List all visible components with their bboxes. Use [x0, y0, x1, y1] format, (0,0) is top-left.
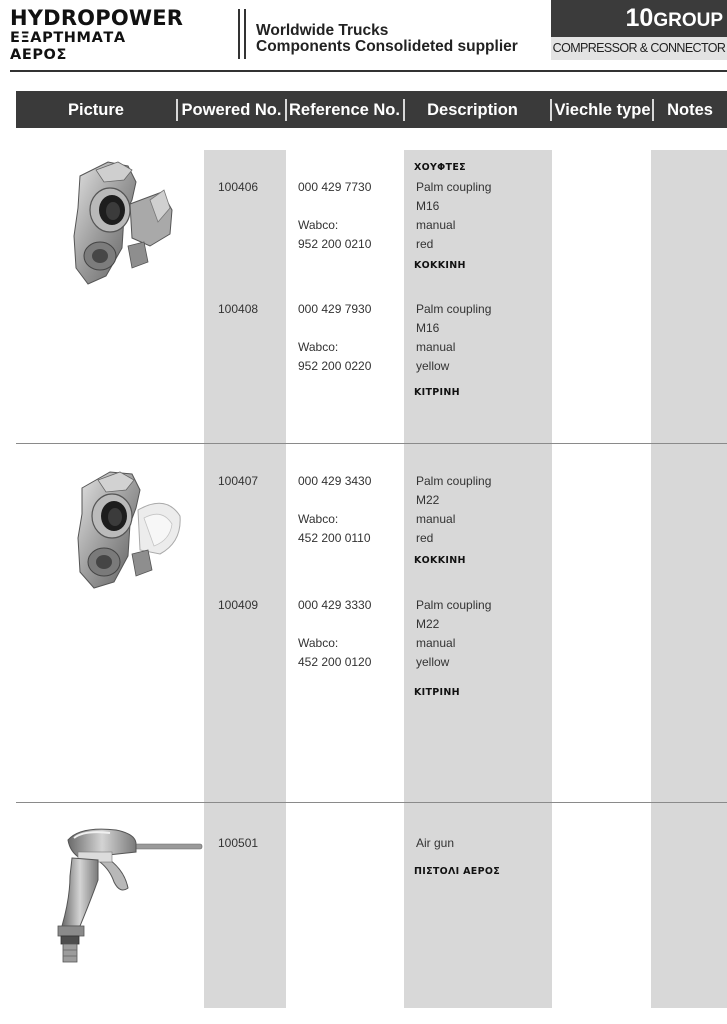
wabco-label: Wabco: — [298, 636, 339, 650]
col-separator — [550, 99, 552, 121]
row-divider — [16, 802, 727, 803]
description-line: Palm coupling — [416, 598, 492, 612]
tagline-line-2: Components Consolideted supplier — [256, 38, 518, 55]
header-divider — [244, 9, 246, 59]
color-greek-label: ΚΟΚΚΙΝΗ — [414, 260, 466, 271]
description-line: red — [416, 237, 434, 251]
column-header-bar — [16, 91, 727, 128]
powered-no: 100409 — [218, 598, 259, 612]
tagline — [256, 23, 518, 55]
air-gun-image — [40, 822, 206, 968]
description-line: M16 — [416, 199, 440, 213]
brand-subtitle-1: ΕΞΑΡΤΗΜΑΤΑ — [10, 30, 126, 46]
powered-no: 100407 — [218, 474, 259, 488]
wabco-no: 952 200 0210 — [298, 237, 372, 251]
powered-no: 100408 — [218, 302, 259, 316]
wabco-label: Wabco: — [298, 340, 339, 354]
palm-coupling-m22-image — [74, 466, 186, 590]
col-reference-no: Reference No. — [289, 101, 400, 119]
description-line: M22 — [416, 493, 440, 507]
group-label: GROUP — [653, 10, 723, 31]
col-description: Description — [427, 101, 518, 119]
brand-subtitle-2: ΑΕΡΟΣ — [10, 46, 67, 63]
description-line: manual — [416, 636, 456, 650]
col-separator — [176, 99, 178, 121]
reference-no: 000 429 3430 — [298, 474, 372, 488]
col-separator — [652, 99, 654, 121]
category-greek-label: ΧΟΥΦΤΕΣ — [414, 162, 466, 173]
col-notes: Notes — [667, 101, 713, 119]
color-greek-label: ΚΙΤΡΙΝΗ — [414, 387, 460, 398]
description-line: yellow — [416, 359, 450, 373]
powered-no-column-band — [204, 150, 286, 1008]
wabco-label: Wabco: — [298, 512, 339, 526]
row-divider — [16, 443, 727, 444]
color-greek-label: ΚΟΚΚΙΝΗ — [414, 555, 466, 566]
brand-name: HYDROPOWER — [10, 6, 184, 30]
reference-no: 000 429 7730 — [298, 180, 372, 194]
description-line: Palm coupling — [416, 302, 492, 316]
wabco-label: Wabco: — [298, 218, 339, 232]
reference-no: 000 429 7930 — [298, 302, 372, 316]
description-line: red — [416, 531, 434, 545]
header-rule — [10, 70, 727, 72]
wabco-no: 952 200 0220 — [298, 359, 372, 373]
description-line: M16 — [416, 321, 440, 335]
col-powered-no: Powered No. — [181, 101, 282, 119]
description-line: manual — [416, 218, 456, 232]
palm-coupling-red-image — [66, 156, 178, 288]
brand-logo — [10, 8, 183, 62]
powered-no: 100406 — [218, 180, 259, 194]
notes-column-band — [651, 150, 727, 1008]
description-line: Air gun — [416, 836, 455, 850]
wabco-no: 452 200 0110 — [298, 531, 371, 545]
description-line: Palm coupling — [416, 474, 492, 488]
wabco-no: 452 200 0120 — [298, 655, 372, 669]
description-line: M22 — [416, 617, 440, 631]
group-badge — [551, 0, 727, 37]
col-vehicle-type: Viechle type — [554, 101, 651, 119]
group-number: 10 — [625, 4, 654, 32]
col-picture: Picture — [68, 101, 124, 119]
description-line: yellow — [416, 655, 450, 669]
reference-no: 000 429 3330 — [298, 598, 372, 612]
tagline-line-1: Worldwide Trucks — [256, 22, 389, 39]
color-greek-label: ΚΙΤΡΙΝΗ — [414, 687, 460, 698]
description-line: manual — [416, 512, 456, 526]
description-line: Palm coupling — [416, 180, 492, 194]
greek-name-label: ΠΙΣΤΟΛΙ ΑΕΡΟΣ — [414, 866, 500, 877]
description-line: manual — [416, 340, 456, 354]
powered-no: 100501 — [218, 836, 259, 850]
description-column-band — [404, 150, 552, 1008]
subgroup-label: COMPRESSOR & CONNECTOR — [551, 37, 727, 60]
header-divider — [238, 9, 240, 59]
